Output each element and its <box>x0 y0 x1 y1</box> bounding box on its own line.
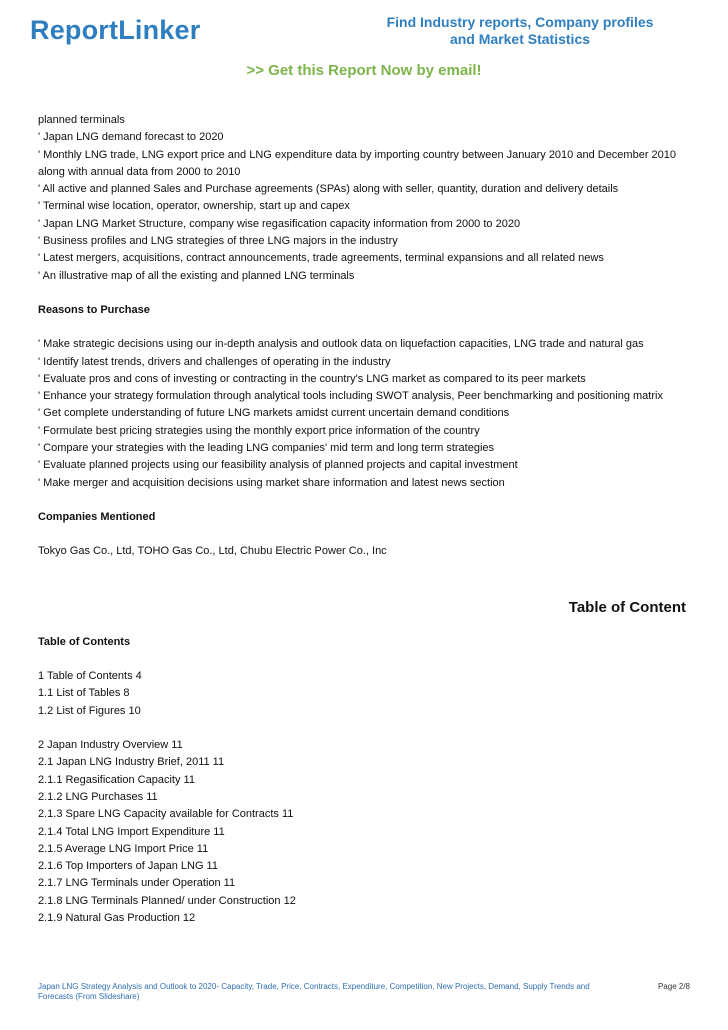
intro-list-item: ' Japan LNG demand forecast to 2020 <box>38 131 224 144</box>
table-of-content-title: Table of Content <box>568 598 686 616</box>
tagline-line-1: Find Industry reports, Company profiles <box>386 14 654 30</box>
intro-list-item: along with annual data from 2000 to 2010 <box>38 165 241 178</box>
intro-list-item: ' Latest mergers, acquisitions, contract announcements, trade agreements, terminal expansions and all related news <box>38 252 604 265</box>
reason-item: ' Identify latest trends, drivers and challenges of operating in the industry <box>38 355 391 368</box>
companies-text: Tokyo Gas Co., Ltd, TOHO Gas Co., Ltd, Chubu Electric Power Co., Inc <box>38 545 387 558</box>
intro-list <box>38 112 698 285</box>
toc-entry: 2.1.5 Average LNG Import Price 11 <box>38 842 209 855</box>
intro-list-item: ' Terminal wise location, operator, ownership, start up and capex <box>38 200 350 213</box>
reasons-heading: Reasons to Purchase <box>38 303 150 316</box>
intro-list-item: ' Japan LNG Market Structure, company wise regasification capacity information from 2000 to 2020 <box>38 217 521 230</box>
toc-heading: Table of Contents <box>38 635 131 648</box>
toc-entry: 1.2 List of Figures 10 <box>38 704 141 717</box>
page-number: Page 2/8 <box>657 982 690 991</box>
toc-entry: 2.1 Japan LNG Industry Brief, 2011 11 <box>38 756 225 769</box>
toc-entry: 2.1.4 Total LNG Import Expenditure 11 <box>38 825 225 838</box>
get-report-link[interactable]: >> Get this Report Now by email! <box>246 62 482 79</box>
document-body <box>38 112 698 927</box>
toc-entry: 2.1.8 LNG Terminals Planned/ under Construction 12 <box>38 894 296 907</box>
reason-item: ' Get complete understanding of future LNG markets amidst current uncertain demand conditions <box>38 407 510 420</box>
toc-group-1 <box>38 668 698 720</box>
reason-item: ' Make strategic decisions using our in-depth analysis and outlook data on liquefaction capacities, LNG trade and natural gas <box>38 338 644 351</box>
toc-entry: 2 Japan Industry Overview 11 <box>38 739 183 752</box>
intro-list-item: planned terminals <box>38 114 125 126</box>
toc-entry: 2.1.2 LNG Purchases 11 <box>38 790 158 803</box>
intro-list-item: ' All active and planned Sales and Purchase agreements (SPAs) along with seller, quantity, duration and delivery details <box>38 183 619 196</box>
toc-entry: 2.1.9 Natural Gas Production 12 <box>38 911 196 924</box>
toc-entry: 2.1.3 Spare LNG Capacity available for Contracts 11 <box>38 808 294 821</box>
tagline-line-2: and Market Statistics <box>449 31 591 47</box>
reasons-list <box>38 336 698 492</box>
toc-entry: 2.1.7 LNG Terminals under Operation 11 <box>38 877 236 890</box>
toc-entry: 2.1.6 Top Importers of Japan LNG 11 <box>38 860 218 873</box>
intro-list-item: ' Monthly LNG trade, LNG export price and LNG expenditure data by importing country between January 2010 and December 2010 <box>38 148 677 161</box>
reason-item: ' Make merger and acquisition decisions using market share information and latest news section <box>38 476 505 489</box>
reason-item: ' Compare your strategies with the leading LNG companies' mid term and long term strategies <box>38 442 495 455</box>
toc-group-2 <box>38 737 698 927</box>
toc-entry: 2.1.1 Regasification Capacity 11 <box>38 773 195 786</box>
header-tagline <box>370 14 670 48</box>
page-footer <box>38 982 690 1002</box>
reportlinker-logo[interactable]: ReportLinker <box>30 15 201 45</box>
footer-report-link[interactable]: Japan LNG Strategy Analysis and Outlook to 2020- Capacity, Trade, Price, Contracts, Expenditure, Competition, New Projects, Demand, Supply Trends and Forecasts (From Slideshare) <box>38 982 590 1001</box>
companies-heading: Companies Mentioned <box>38 510 156 523</box>
reason-item: ' Formulate best pricing strategies using the monthly export price information of the country <box>38 424 480 437</box>
reason-item: ' Evaluate planned projects using our feasibility analysis of planned projects and capital investment <box>38 459 518 472</box>
reason-item: ' Evaluate pros and cons of investing or contracting in the country's LNG market as compared to its peer markets <box>38 372 586 385</box>
toc-entry: 1 Table of Contents 4 <box>38 670 142 683</box>
reason-item: ' Enhance your strategy formulation through analytical tools including SWOT analysis, Peer benchmarking and positioning matrix <box>38 390 663 403</box>
intro-list-item: ' Business profiles and LNG strategies of three LNG majors in the industry <box>38 235 398 248</box>
toc-entry: 1.1 List of Tables 8 <box>38 687 130 700</box>
intro-list-item: ' An illustrative map of all the existing and planned LNG terminals <box>38 269 355 282</box>
